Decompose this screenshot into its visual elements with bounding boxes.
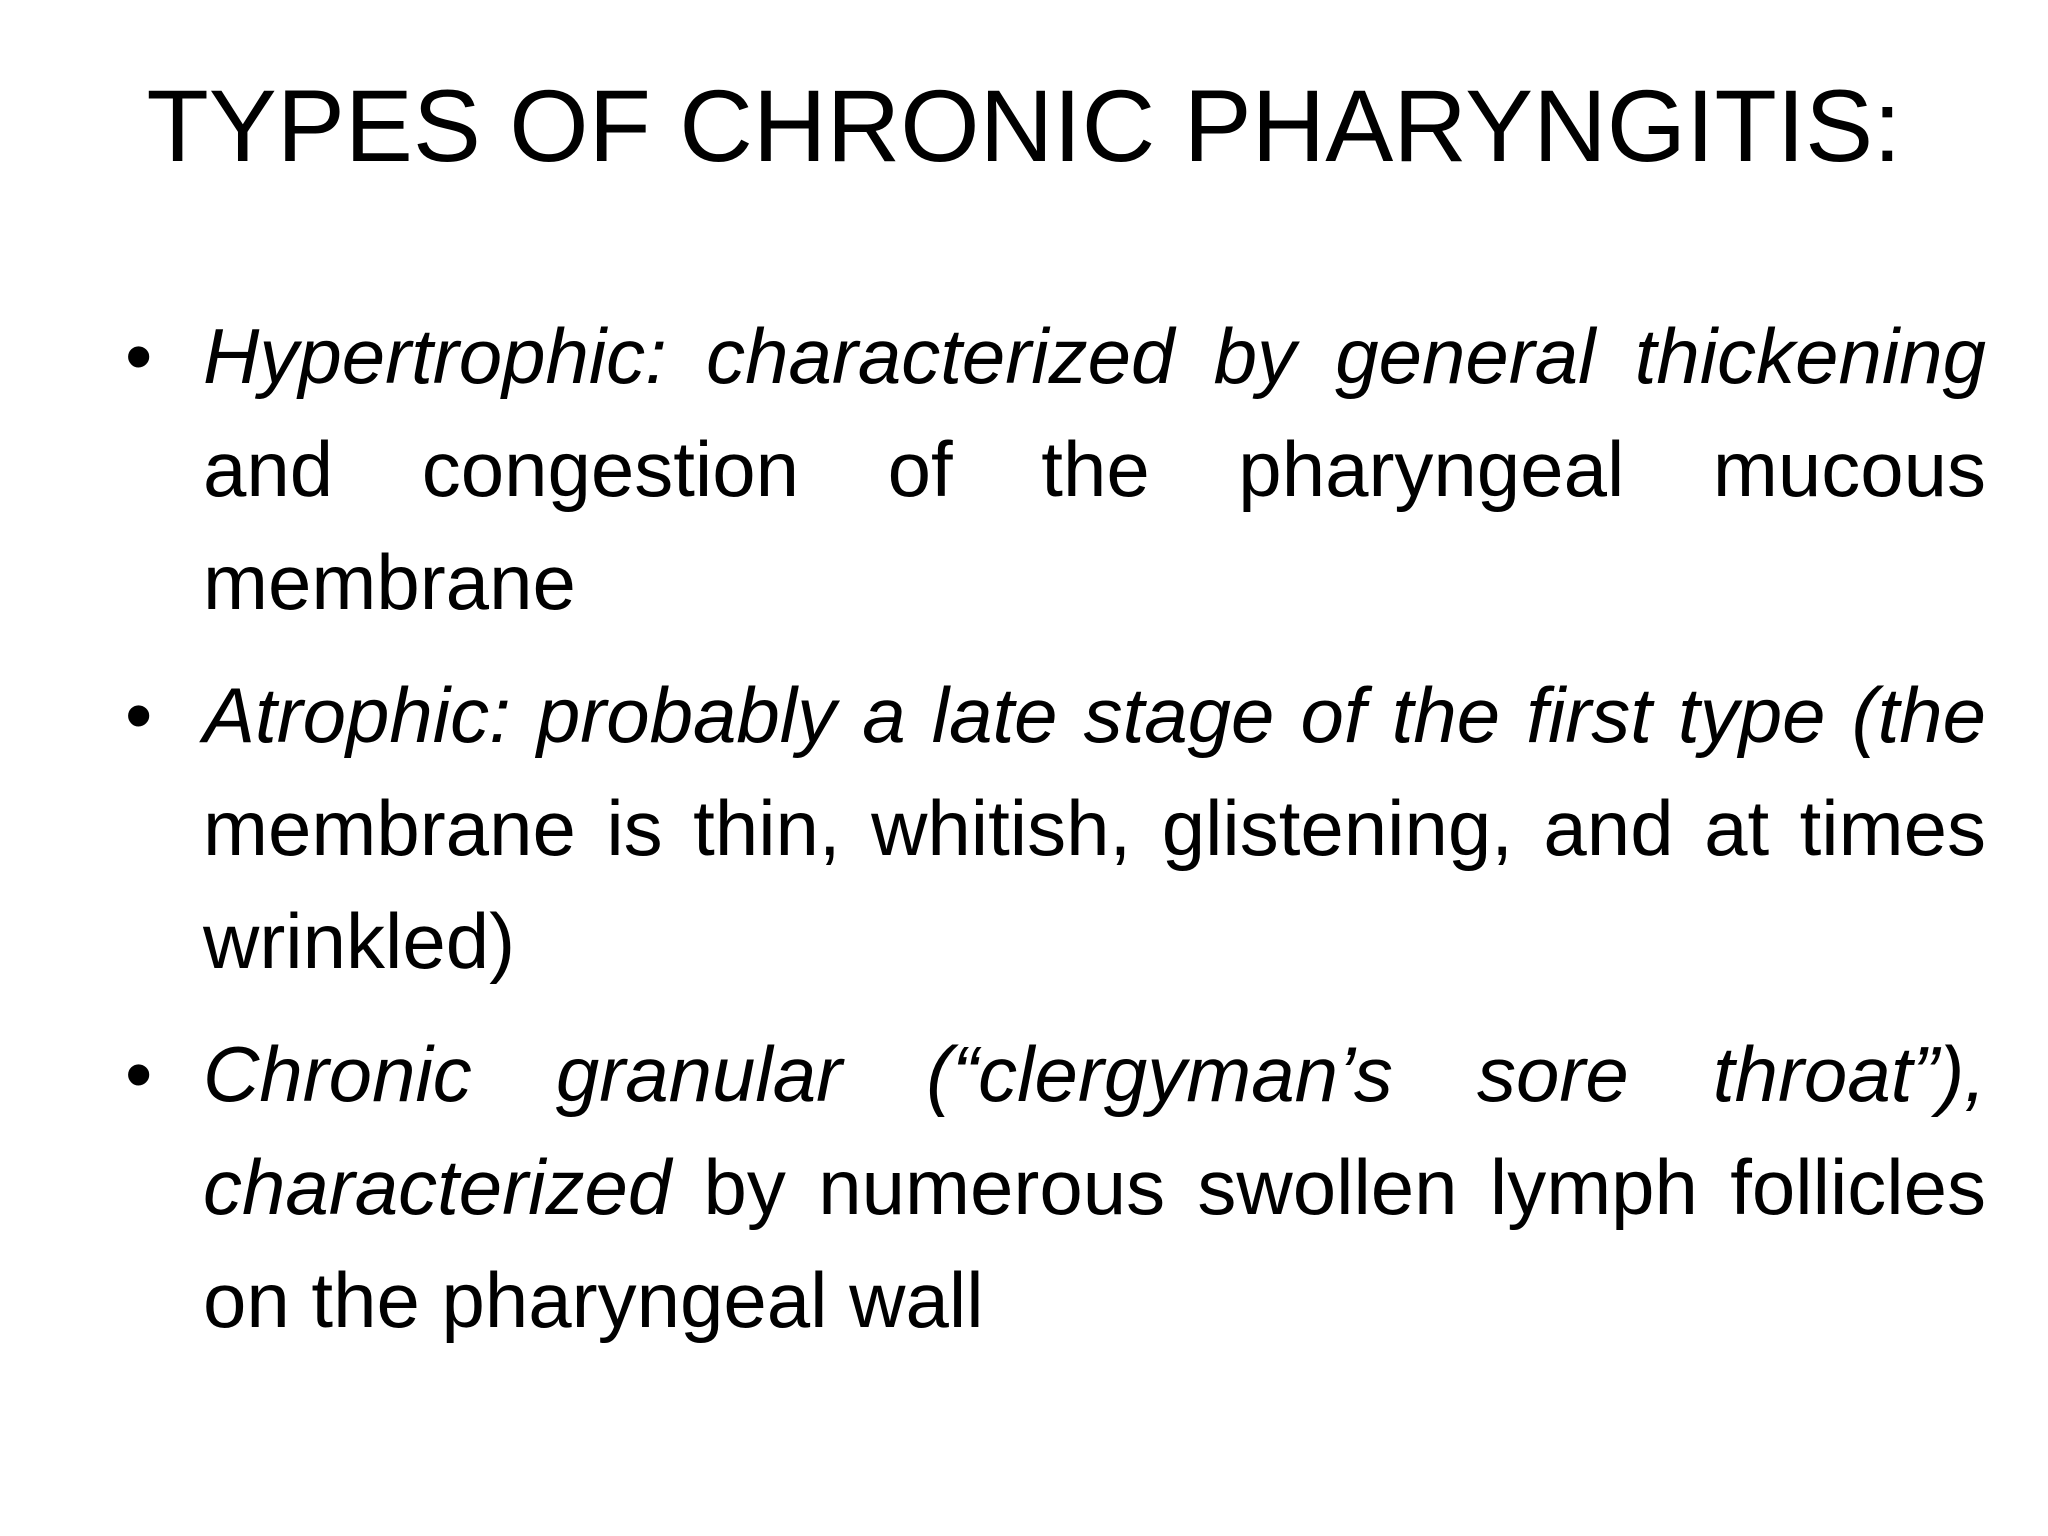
slide-title: TYPES OF CHRONIC PHARYNGITIS: <box>146 69 1902 183</box>
bullet-item-italic-text: Hypertrophic: characterized by general thickening <box>203 312 1986 400</box>
bullet-item-hypertrophic <box>203 300 1986 639</box>
bullet-item-chronic-granular <box>203 1018 1986 1357</box>
bullet-item-text: by numerous swollen lymph follicles on the pharyngeal wall <box>203 1143 1986 1344</box>
bullet-item-italic-text: Chronic granular (“clergyman’s sore throat”), characterized <box>203 1030 1986 1231</box>
bullet-item-text: and congestion of the pharyngeal mucous membrane <box>203 425 1986 626</box>
bullet-item-text: membrane is thin, whitish, glistening, and at times wrinkled) <box>203 784 1986 985</box>
bullet-list <box>203 300 1986 1377</box>
bullet-item-italic-text: Atrophic: probably a late stage of the first type (the <box>203 671 1986 759</box>
bullet-item-atrophic <box>203 659 1986 998</box>
